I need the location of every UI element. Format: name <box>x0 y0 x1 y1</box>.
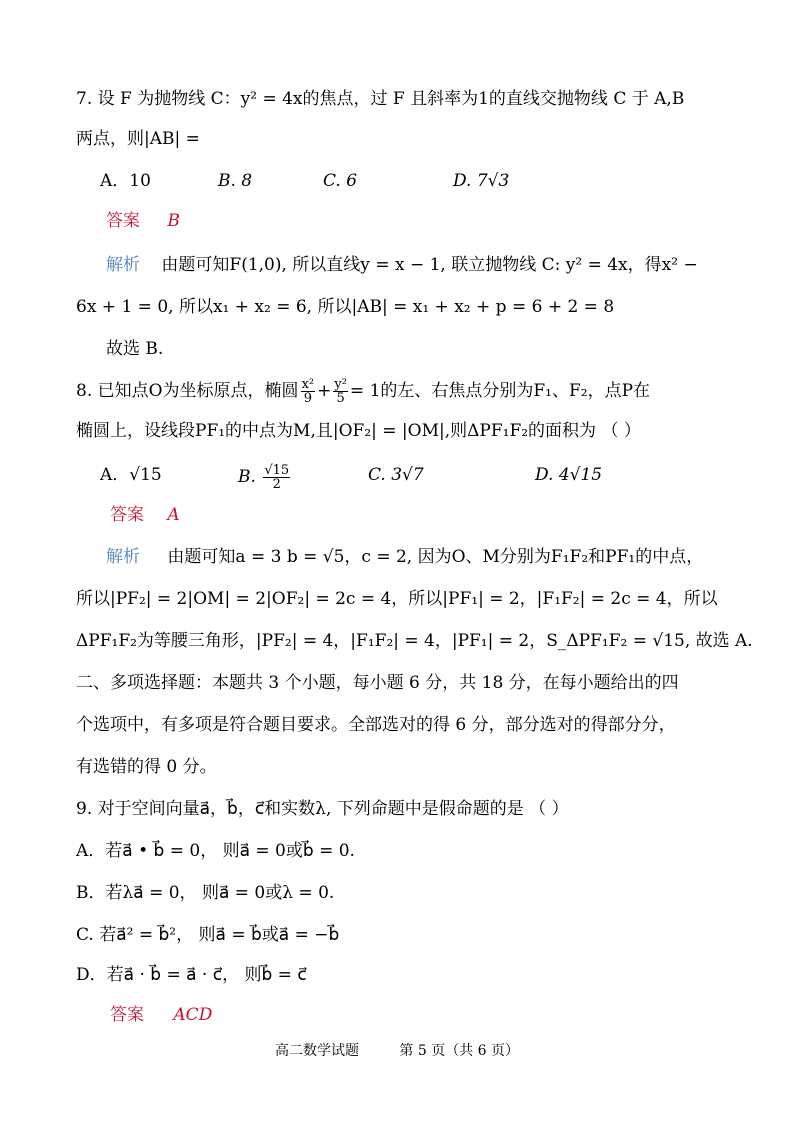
q8-analysis-line1 <box>106 546 703 568</box>
q9-answer-value: ACD <box>173 1005 213 1025</box>
q7-analysis-line2: 6x + 1 = 0, 所以x₁ + x₂ = 6, 所以|AB| = x₁ + x₂ + p = 6 + 2 = 8 <box>76 297 615 317</box>
q8-frac-y: $\frac{\text{y²}}{5}$ <box>334 377 347 406</box>
footer-subject: 高二数学试题 <box>274 1043 359 1059</box>
q9-option-c: C. 若a⃗² = b⃗²， 则a⃗ = b⃗或a⃗ = −b⃗ <box>76 925 340 945</box>
q8-analysis-label: 解析 <box>106 547 140 567</box>
page-footer <box>0 1040 794 1060</box>
q9-answer-label: 答案 <box>110 1005 144 1025</box>
q8-frac-x: $\frac{\text{x²}}{9}$ <box>301 377 315 406</box>
q9-option-b: B．若λa⃗ = 0， 则a⃗ = 0或λ = 0. <box>76 883 335 903</box>
q7-stem-line2: 两点，则|AB| = <box>76 129 200 149</box>
q9-stem: 9. 对于空间向量a⃗，b⃗，c⃗和实数λ, 下列命题中是假命题的是 （ ） <box>76 799 569 819</box>
q7-option-c: C. 6 <box>323 171 358 191</box>
q8-stem-pre: 8. 已知点O为坐标原点，椭圆 <box>76 381 299 401</box>
q8-answer-value: A <box>167 505 180 525</box>
q9-option-a: A．若a⃗ • b⃗ = 0， 则a⃗ = 0或b⃗ = 0. <box>76 841 355 861</box>
q8-option-a: A．√15 <box>100 465 162 485</box>
q8-answer-row <box>110 504 180 526</box>
q7-answer-value: B <box>167 211 180 231</box>
q7-analysis-text1: 由题可知F(1,0), 所以直线y = x − 1, 联立抛物线 C: y² = 4x，得x² − <box>161 255 698 275</box>
q7-analysis-line1 <box>106 254 698 276</box>
q7-analysis-line3: 故选 B. <box>106 339 164 359</box>
q9-option-d: D．若a⃗ · b⃗ = a⃗ · c⃗， 则b⃗ = c⃗ <box>76 965 307 985</box>
section2-line1: 二、多项选择题：本题共 3 个小题，每小题 6 分，共 18 分，在每小题给出的四 <box>76 673 679 693</box>
footer-page-number: 第 5 页（共 6 页） <box>399 1043 520 1059</box>
section2-line2: 个选项中，有多项是符合题目要求。全部选对的得 6 分，部分选对的得部分分， <box>76 715 676 735</box>
q8-stem-post: = 1的左、右焦点分别为F₁、F₂，点P在 <box>349 381 651 401</box>
q8-plus: + <box>317 381 332 401</box>
q8-analysis-line3: ΔPF₁F₂为等腰三角形，|PF₂| = 4，|F₁F₂| = 4，|PF₁| = 2，S_ΔPF₁F₂ = √15, 故选 A. <box>76 631 753 651</box>
q7-option-d: D. 7√3 <box>453 171 510 191</box>
q8-analysis-text1: 由题可知a = 3 b = √5，c = 2, 因为O、M分别为F₁F₂和PF₁的中点， <box>167 547 704 567</box>
q7-stem-line1: 7. 设 F 为抛物线 C：y² = 4x的焦点，过 F 且斜率为1的直线交抛物线 C 于 A,B <box>76 89 685 109</box>
q8-option-d: D. 4√15 <box>535 465 603 485</box>
q8-option-b: B. $\frac{√15}{2}$ <box>238 463 290 492</box>
q8-analysis-line2: 所以|PF₂| = 2|OM| = 2|OF₂| = 2c = 4，所以|PF₁| = 2，|F₁F₂| = 2c = 4，所以 <box>76 589 718 609</box>
q7-option-b: B. 8 <box>218 171 253 191</box>
section2-line3: 有选错的得 0 分。 <box>76 757 217 777</box>
q8-answer-label: 答案 <box>110 505 144 525</box>
q8-stem-line1 <box>76 378 650 405</box>
q9-answer-row <box>110 1004 212 1026</box>
q8-stem-line2: 椭圆上，设线段PF₁的中点为M,且|OF₂| = |OM|,则ΔPF₁F₂的面积为 （ ） <box>76 421 641 441</box>
q7-analysis-label: 解析 <box>106 255 140 275</box>
q7-option-a: A．10 <box>100 171 151 191</box>
q7-answer-label: 答案 <box>106 211 140 231</box>
q8-option-b-frac: $\frac{√15}{2}$ <box>264 463 290 492</box>
q8-option-c: C. 3√7 <box>368 465 424 485</box>
q7-answer-row <box>106 210 180 232</box>
